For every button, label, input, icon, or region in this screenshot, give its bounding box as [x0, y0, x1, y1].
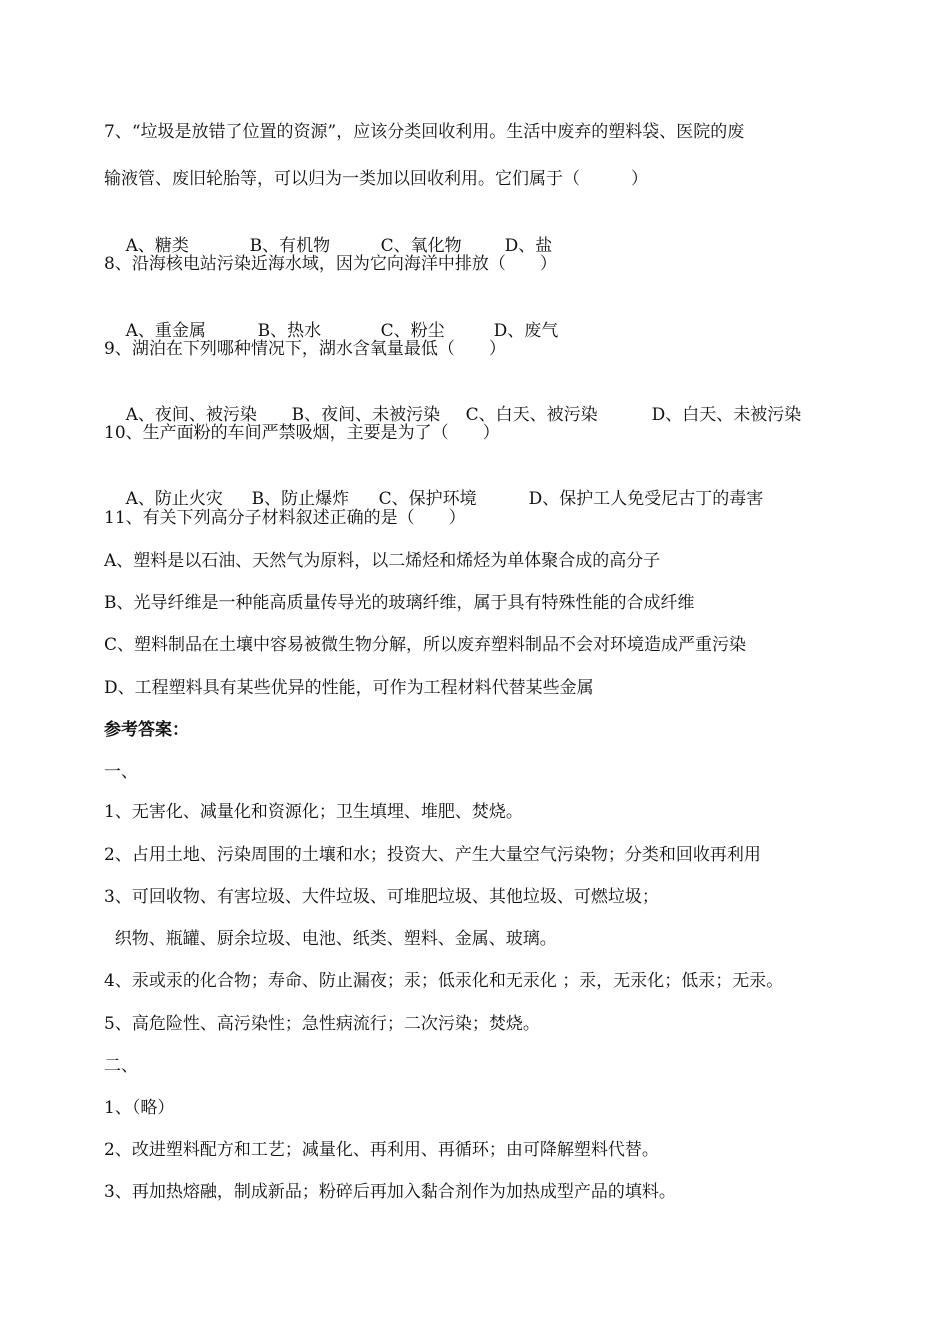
q10-option-d: D、保护工人免受尼古丁的毒害 [528, 489, 764, 509]
answers-section1-item-1: 1、无害化、减量化和资源化；卫生填埋、堆肥、焚烧。 [104, 802, 523, 822]
answers-section1-item-3-cont: 织物、瓶罐、厨余垃圾、电池、纸类、塑料、金属、玻璃。 [104, 929, 557, 949]
q9-option-b: B、夜间、未被污染 [291, 405, 441, 425]
q7-option-d: D、盐 [504, 236, 553, 256]
answers-section1-item-5: 5、高危险性、高污染性；急性病流行；二次污染；焚烧。 [104, 1014, 540, 1034]
q10-option-a: A、防止火灾 [125, 489, 223, 509]
answers-section1-label: 一、 [104, 762, 138, 782]
q7-stem-line2: 输液管、废旧轮胎等，可以归为一类加以回收利用。它们属于（ ） [104, 169, 648, 189]
q8-stem: 8、沿海核电站污染近海水域，因为它向海洋中排放（ ） [104, 254, 557, 274]
answers-section2-item-2: 2、改进塑料配方和工艺；减量化、再利用、再循环；由可降解塑料代替。 [104, 1140, 659, 1160]
q8-option-b: B、热水 [257, 321, 322, 341]
answers-section1-item-3: 3、可回收物、有害垃圾、大件垃圾、可堆肥垃圾、其他垃圾、可燃垃圾； [104, 887, 659, 907]
q8-option-a: A、重金属 [125, 321, 206, 341]
q7-option-c: C、氧化物 [380, 236, 462, 256]
q11-option-c: C、塑料制品在土壤中容易被微生物分解，所以废弃塑料制品不会对环境造成严重污染 [104, 635, 747, 655]
q7-stem-line1: 7、“垃圾是放错了位置的资源”，应该分类回收利用。生活中废弃的塑料袋、医院的废 [104, 122, 745, 142]
q9-stem: 9、湖泊在下列哪种情况下，湖水含氧量最低（ ） [104, 339, 506, 359]
q11-option-d: D、工程塑料具有某些优异的性能，可作为工程材料代替某些金属 [104, 678, 594, 698]
q10-stem: 10、生产面粉的车间严禁吸烟，主要是为了（ ） [104, 423, 500, 443]
q9-option-c: C、白天、被污染 [465, 405, 598, 425]
answers-heading: 参考答案： [104, 720, 189, 740]
q10-option-b: B、防止爆炸 [251, 489, 350, 509]
answers-section1-item-4: 4、汞或汞的化合物；寿命、防止漏夜；汞；低汞化和无汞化 ；汞，无汞化；低汞；无汞。 [104, 971, 784, 991]
q11-option-b: B、光导纤维是一种能高质量传导光的玻璃纤维，属于具有特殊性能的合成纤维 [104, 593, 695, 613]
q10-option-c: C、保护环境 [378, 489, 477, 509]
q8-option-c: C、粉尘 [380, 321, 445, 341]
q7-option-b: B、有机物 [249, 236, 331, 256]
q11-option-a: A、塑料是以石油、天然气为原料，以二烯烃和烯烃为单体聚合成的高分子 [104, 551, 661, 571]
q7-option-a: A、糖类 [125, 236, 189, 256]
q11-stem: 11、有关下列高分子材料叙述正确的是（ ） [104, 508, 466, 528]
q8-option-d: D、废气 [493, 321, 559, 341]
answers-section2-item-3: 3、再加热熔融，制成新品；粉碎后再加入黏合剂作为加热成型产品的填料。 [104, 1182, 676, 1202]
answers-section2-item-1: 1、（略） [104, 1098, 175, 1118]
answers-section1-item-2: 2、占用土地、污染周围的土壤和水；投资大、产生大量空气污染物；分类和回收再利用 [104, 845, 761, 865]
q9-option-d: D、白天、未被污染 [651, 405, 802, 425]
answers-section2-label: 二、 [104, 1056, 138, 1076]
q9-option-a: A、夜间、被污染 [125, 405, 257, 425]
